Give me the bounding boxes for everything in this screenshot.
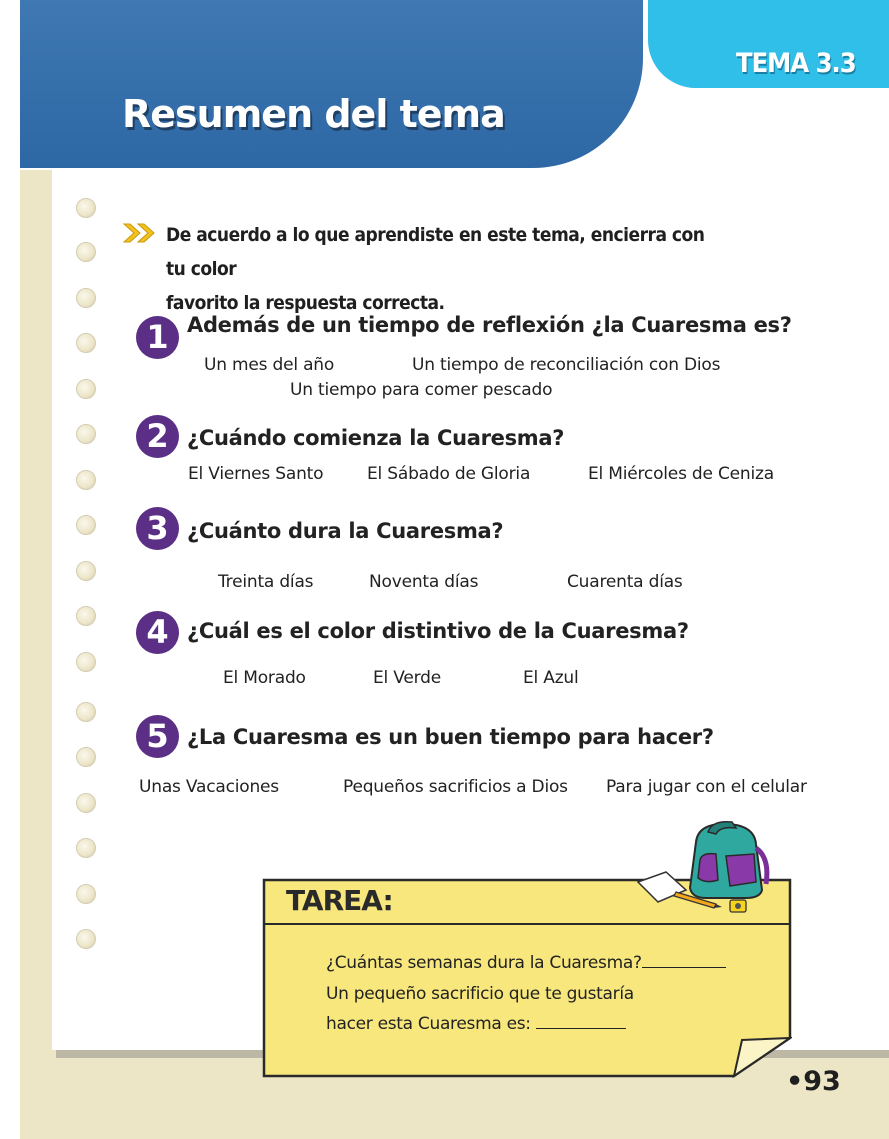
double-chevron-icon [122,222,158,244]
binding-ring [76,561,96,581]
q2-option-1[interactable]: El Viernes Santo [188,464,324,484]
question-number-5: 5 [136,715,179,758]
binding-ring [76,929,96,949]
binding-ring [76,424,96,444]
question-text-1: Además de un tiempo de reflexión ¿la Cuaresma es? [187,313,792,337]
binding-ring [76,747,96,767]
question-text-4: ¿Cuál es el color distintivo de la Cuaresma? [187,619,689,643]
binding-ring [76,793,96,813]
question-text-3: ¿Cuánto dura la Cuaresma? [187,519,504,543]
sheet-binding-edge [20,170,52,1050]
q3-option-2[interactable]: Noventa días [369,572,479,592]
q1-option-2[interactable]: Un tiempo de reconciliación con Dios [412,355,721,375]
q4-option-1[interactable]: El Morado [223,668,306,688]
left-margin-strip [0,0,20,1139]
binding-ring [76,470,96,490]
binding-ring [76,838,96,858]
question-number-2: 2 [136,415,179,458]
answer-blank-2[interactable] [536,1015,626,1029]
instruction-text [166,218,726,320]
homework-line-1 [326,953,726,973]
q1-option-3[interactable]: Un tiempo para comer pescado [290,380,553,400]
homework-question-2: hacer esta Cuaresma es: [326,1014,531,1034]
homework-line-3 [326,1014,626,1034]
q5-option-3[interactable]: Para jugar con el celular [606,777,807,797]
q1-option-1[interactable]: Un mes del año [204,355,335,375]
sharpener-icon [730,900,746,912]
page-number [786,1066,841,1097]
question-text-5: ¿La Cuaresma es un buen tiempo para hacer? [187,725,714,749]
binding-ring [76,379,96,399]
q5-option-1[interactable]: Unas Vacaciones [139,777,279,797]
instruction-line-1: De acuerdo a lo que aprendiste en este tema, encierra con tu color [166,224,705,280]
binding-ring [76,606,96,626]
question-number-1: 1 [136,316,179,359]
bullet-dot-icon: • [786,1066,804,1097]
instruction-line-2: favorito la respuesta correcta. [166,292,445,314]
backpack-illustration [636,818,776,918]
q3-option-3[interactable]: Cuarenta días [567,572,683,592]
topic-label: TEMA 3.3 [736,48,856,79]
question-number-3: 3 [136,507,179,550]
q5-option-2[interactable]: Pequeños sacrificios a Dios [343,777,568,797]
page-title: Resumen del tema [122,92,505,136]
binding-ring [76,884,96,904]
binding-ring [76,198,96,218]
header-banner [20,0,643,168]
question-text-2: ¿Cuándo comienza la Cuaresma? [187,426,565,450]
binding-ring [76,242,96,262]
homework-label: TAREA: [286,884,393,917]
page-number-value: 93 [803,1066,841,1097]
homework-question-1: ¿Cuántas semanas dura la Cuaresma? [326,953,642,973]
q2-option-2[interactable]: El Sábado de Gloria [367,464,531,484]
binding-ring [76,702,96,722]
answer-blank-1[interactable] [642,954,726,968]
q4-option-2[interactable]: El Verde [373,668,441,688]
homework-line-2: Un pequeño sacrificio que te gustaría [326,984,634,1004]
q2-option-3[interactable]: El Miércoles de Ceniza [588,464,774,484]
binding-ring [76,515,96,535]
q3-option-1[interactable]: Treinta días [218,572,314,592]
q4-option-3[interactable]: El Azul [523,668,579,688]
binding-ring [76,288,96,308]
binding-ring [76,652,96,672]
question-number-4: 4 [136,611,179,654]
binding-ring [76,333,96,353]
